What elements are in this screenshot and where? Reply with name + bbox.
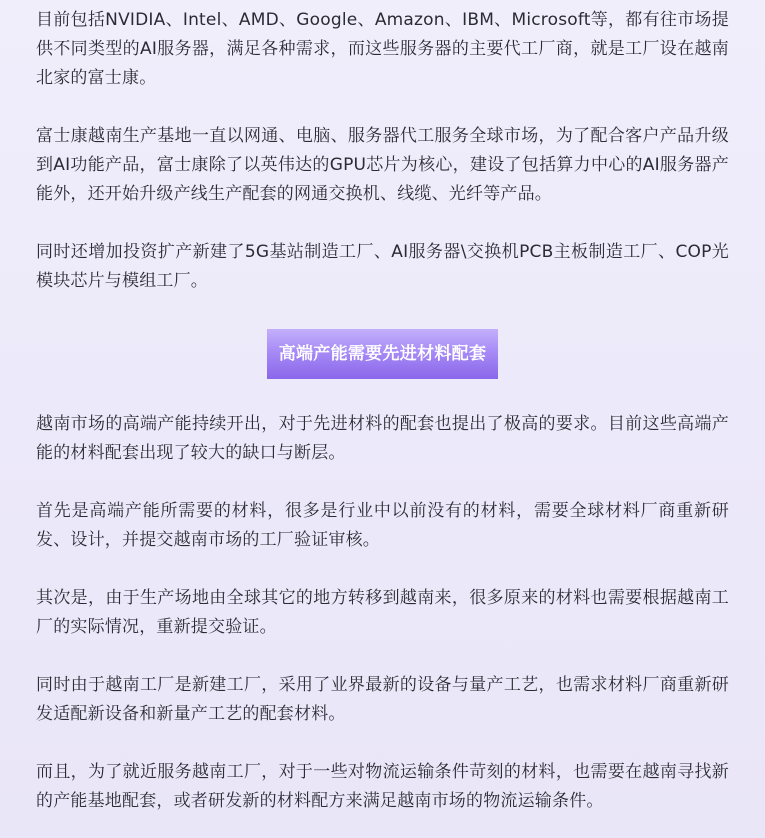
paragraph-new-equipment: 同时由于越南工厂是新建工厂，采用了业界最新的设备与量产工艺，也需求材料厂商重新研发适配新设备和新量产工艺的配套材料。	[36, 675, 729, 724]
paragraph-second-reason-text: 其次是，由于生产场地由全球其它的地方转移到越南来，很多原来的材料也需要根据越南工厂的实际情况，重新提交验证。	[36, 588, 729, 637]
section-heading-wrapper	[36, 329, 729, 379]
paragraph-new-factories: 同时还增加投资扩产新建了5G基站制造工厂、AI服务器\交换机PCB主板制造工厂、COP光模块芯片与模组工厂。	[36, 242, 729, 291]
paragraph-foxconn-intro: 目前包括NVIDIA、Intel、AMD、Google、Amazon、IBM、Microsoft等，都有往市场提供不同类型的AI服务器，满足各种需求，而这些服务器的主要代工厂商，就是工厂设在越南北家的富士康。	[36, 10, 729, 88]
paragraph-second-reason	[36, 584, 729, 642]
paragraph-material-demand: 越南市场的高端产能持续开出，对于先进材料的配套也提出了极高的要求。目前这些高端产能的材料配套出现了较大的缺口与断层。	[36, 414, 729, 463]
paragraph-logistics: 而且，为了就近服务越南工厂，对于一些对物流运输条件苛刻的材料，也需要在越南寻找新的产能基地配套，或者研发新的材料配方来满足越南市场的物流运输条件。	[36, 762, 729, 811]
paragraph-first-reason: 首先是高端产能所需要的材料，很多是行业中以前没有的材料，需要全球材料厂商重新研发、设计，并提交越南市场的工厂验证审核。	[36, 501, 729, 550]
paragraph-foxconn-upgrade: 富士康越南生产基地一直以网通、电脑、服务器代工服务全球市场，为了配合客户产品升级到AI功能产品，富士康除了以英伟达的GPU芯片为核心，建设了包括算力中心的AI服务器产能外，还开始升级产线生产配套的网通交换机、线缆、光纤等产品。	[36, 126, 729, 204]
section-heading: 高端产能需要先进材料配套	[267, 329, 499, 379]
